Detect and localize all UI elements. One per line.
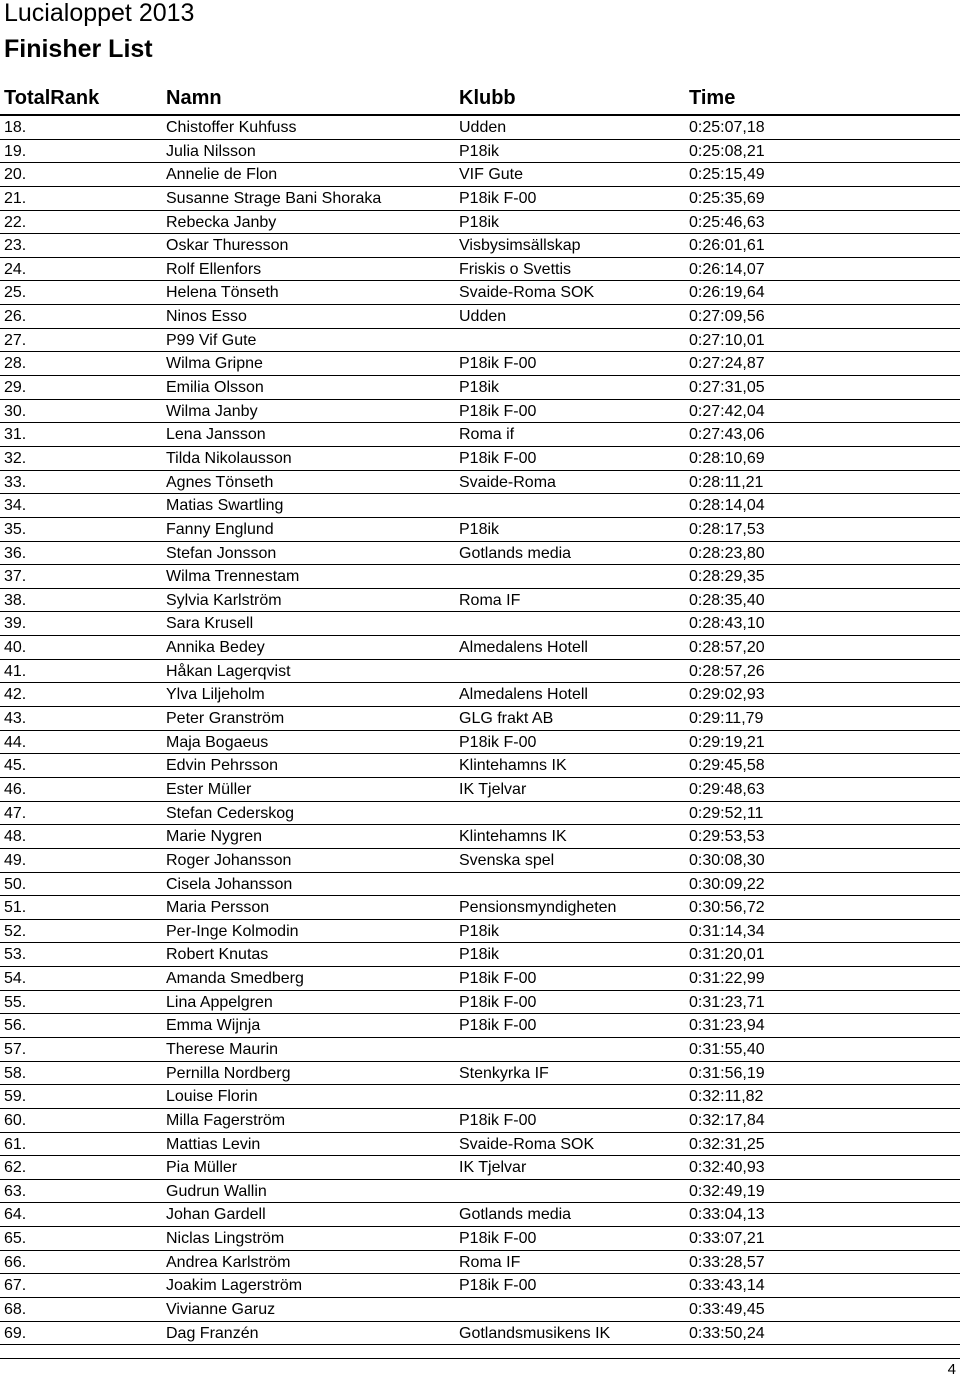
table-row [0,1062,960,1086]
cell-name: Wilma Trennestam [166,568,300,586]
cell-rank: 55. [4,993,27,1011]
cell-name: Andrea Karlström [166,1253,291,1271]
table-row [0,565,960,589]
table-row [0,707,960,731]
cell-name: Ylva Liljeholm [166,686,265,704]
cell-rank: 24. [4,260,27,278]
cell-time: 0:33:43,14 [689,1277,765,1295]
cell-rank: 56. [4,1017,27,1035]
cell-club: P18ik F-00 [459,449,537,467]
table-row [0,873,960,897]
table-row [0,1014,960,1038]
cell-rank: 50. [4,875,27,893]
table-row [0,1133,960,1157]
cell-rank: 33. [4,473,27,491]
table-row [0,731,960,755]
cell-time: 0:31:55,40 [689,1040,765,1058]
cell-rank: 47. [4,804,27,822]
cell-name: Per-Inge Kolmodin [166,922,299,940]
cell-name: Fanny Englund [166,520,274,538]
cell-name: Susanne Strage Bani Shoraka [166,189,382,207]
header-name: Namn [166,87,222,109]
cell-club: P18ik F-00 [459,733,537,751]
cell-name: Amanda Smedberg [166,970,304,988]
cell-club: P18ik F-00 [459,993,537,1011]
cell-time: 0:25:15,49 [689,166,765,184]
cell-time: 0:30:09,22 [689,875,765,893]
cell-time: 0:32:11,82 [689,1088,764,1106]
table-row [0,352,960,376]
table-row [0,778,960,802]
cell-rank: 65. [4,1230,27,1248]
cell-rank: 28. [4,355,27,373]
cell-name: Gudrun Wallin [166,1182,267,1200]
table-row [0,1038,960,1062]
cell-rank: 43. [4,710,27,728]
cell-club: P18ik F-00 [459,1277,537,1295]
cell-club: Udden [459,119,507,136]
cell-time: 0:33:49,45 [689,1301,765,1319]
cell-club: IK Tjelvar [459,1159,527,1177]
table-row [0,116,960,140]
cell-time: 0:33:50,24 [689,1324,765,1342]
cell-club: Stenkyrka IF [459,1064,549,1082]
cell-name: Sara Krusell [166,615,254,633]
table-row [0,967,960,991]
cell-rank: 31. [4,426,27,444]
footer-divider [0,1358,960,1359]
table-row [0,920,960,944]
cell-name: Sylvia Karlström [166,591,282,609]
cell-time: 0:31:22,99 [689,970,765,988]
cell-name: Chistoffer Kuhfuss [166,119,297,136]
cell-rank: 58. [4,1064,27,1082]
cell-name: Lina Appelgren [166,993,273,1011]
cell-rank: 51. [4,899,27,917]
cell-rank: 60. [4,1111,27,1129]
cell-rank: 49. [4,851,27,869]
table-row [0,258,960,282]
cell-rank: 20. [4,166,27,184]
table-row [0,1251,960,1275]
cell-time: 0:30:08,30 [689,851,765,869]
cell-club: P18ik [459,213,500,231]
cell-name: Agnes Tönseth [166,473,274,491]
cell-name: Annika Bedey [166,639,265,657]
cell-rank: 19. [4,142,27,160]
cell-time: 0:30:56,72 [689,899,765,917]
cell-club: Svaide-Roma SOK [459,284,595,302]
table-row [0,1203,960,1227]
table-row [0,518,960,542]
cell-rank: 39. [4,615,27,633]
cell-rank: 57. [4,1040,27,1058]
cell-name: Wilma Janby [166,402,258,420]
cell-time: 0:25:07,18 [689,119,765,136]
cell-name: Matias Swartling [166,497,284,515]
table-row [0,896,960,920]
table-row [0,305,960,329]
table-row [0,1109,960,1133]
cell-time: 0:33:07,21 [689,1230,765,1248]
cell-name: Julia Nilsson [166,142,256,160]
header-club: Klubb [459,87,516,109]
cell-name: Stefan Cederskog [166,804,295,822]
table-row [0,1298,960,1322]
table-row [0,211,960,235]
cell-club: P18ik [459,922,500,940]
table-row [0,329,960,353]
table-row [0,825,960,849]
cell-name: Maria Persson [166,899,270,917]
table-row [0,423,960,447]
cell-club: P18ik F-00 [459,1111,537,1129]
cell-time: 0:28:35,40 [689,591,765,609]
cell-rank: 34. [4,497,27,515]
cell-rank: 64. [4,1206,27,1224]
cell-club: P18ik [459,142,500,160]
cell-name: Edvin Pehrsson [166,757,279,775]
table-row [0,683,960,707]
cell-rank: 41. [4,662,27,680]
cell-time: 0:27:24,87 [689,355,765,373]
cell-club: P18ik F-00 [459,970,537,988]
table-row [0,802,960,826]
cell-rank: 36. [4,544,27,562]
table-row [0,494,960,518]
cell-name: Emilia Olsson [166,379,264,397]
cell-name: Tilda Nikolausson [166,449,292,467]
cell-rank: 21. [4,189,27,207]
cell-rank: 25. [4,284,27,302]
header-time: Time [689,87,736,109]
cell-time: 0:29:19,21 [689,733,765,751]
cell-name: Håkan Lagerqvist [166,662,291,680]
cell-club: Almedalens Hotell [459,639,588,657]
cell-time: 0:32:31,25 [689,1135,765,1153]
cell-club: Gotlandsmusikens IK [459,1324,611,1342]
cell-rank: 54. [4,970,27,988]
cell-time: 0:25:46,63 [689,213,765,231]
cell-name: Oskar Thuresson [166,237,289,255]
cell-time: 0:31:20,01 [689,946,765,964]
cell-name: Helena Tönseth [166,284,279,302]
cell-time: 0:28:11,21 [689,473,764,491]
cell-time: 0:31:14,34 [689,922,765,940]
cell-name: Pia Müller [166,1159,238,1177]
table-row [0,849,960,873]
cell-name: Dag Franzén [166,1324,259,1342]
cell-rank: 67. [4,1277,27,1295]
cell-name: Stefan Jonsson [166,544,277,562]
cell-time: 0:33:04,13 [689,1206,765,1224]
cell-time: 0:27:42,04 [689,402,765,420]
page-number: 4 [947,1361,956,1378]
cell-name: Therese Maurin [166,1040,279,1058]
cell-club: Pensionsmyndigheten [459,899,617,917]
table-row [0,542,960,566]
cell-rank: 44. [4,733,27,751]
cell-rank: 62. [4,1159,27,1177]
cell-name: Ninos Esso [166,308,247,326]
cell-time: 0:29:53,53 [689,828,765,846]
cell-name: Pernilla Nordberg [166,1064,291,1082]
cell-club: P18ik [459,520,500,538]
cell-time: 0:28:10,69 [689,449,765,467]
table-row [0,400,960,424]
cell-time: 0:32:49,19 [689,1182,765,1200]
cell-time: 0:28:29,35 [689,568,765,586]
cell-name: Lena Jansson [166,426,266,444]
table-row [0,589,960,613]
cell-rank: 35. [4,520,27,538]
cell-rank: 30. [4,402,27,420]
cell-name: Mattias Levin [166,1135,261,1153]
cell-club: VIF Gute [459,166,524,184]
cell-rank: 48. [4,828,27,846]
table-row [0,991,960,1015]
cell-rank: 42. [4,686,27,704]
cell-rank: 59. [4,1088,27,1106]
cell-name: Peter Granström [166,710,285,728]
cell-time: 0:31:56,19 [689,1064,765,1082]
table-row [0,612,960,636]
cell-rank: 22. [4,213,27,231]
cell-club: P18ik F-00 [459,1230,537,1248]
cell-club: Almedalens Hotell [459,686,588,704]
cell-time: 0:25:35,69 [689,189,765,207]
table-row [0,1227,960,1251]
cell-time: 0:29:11,79 [689,710,764,728]
cell-rank: 27. [4,331,27,349]
cell-club: P18ik [459,379,500,397]
cell-rank: 66. [4,1253,27,1271]
cell-name: Emma Wijnja [166,1017,261,1035]
table-row [0,1156,960,1180]
cell-rank: 53. [4,946,27,964]
cell-club: Klintehamns IK [459,828,567,846]
cell-club: Roma IF [459,591,521,609]
cell-name: Annelie de Flon [166,166,278,184]
table-row [0,234,960,258]
cell-name: Joakim Lagerström [166,1277,303,1295]
cell-rank: 52. [4,922,27,940]
cell-time: 0:26:01,61 [689,237,765,255]
cell-rank: 23. [4,237,27,255]
cell-name: P99 Vif Gute [166,331,257,349]
cell-time: 0:27:09,56 [689,308,765,326]
table-row [0,1322,960,1346]
cell-rank: 61. [4,1135,27,1153]
cell-rank: 69. [4,1324,27,1342]
page-subtitle: Finisher List [4,35,153,63]
cell-club: Svaide-Roma [459,473,556,491]
cell-club: P18ik [459,946,500,964]
cell-rank: 18. [4,119,27,136]
cell-rank: 45. [4,757,27,775]
cell-name: Louise Florin [166,1088,258,1106]
cell-time: 0:29:52,11 [689,804,764,822]
table-row [0,1274,960,1298]
cell-rank: 63. [4,1182,27,1200]
cell-time: 0:28:17,53 [689,520,765,538]
table-row [0,660,960,684]
cell-club: Svaide-Roma SOK [459,1135,595,1153]
cell-name: Roger Johansson [166,851,292,869]
cell-time: 0:29:48,63 [689,780,765,798]
cell-time: 0:26:19,64 [689,284,765,302]
header-rank: TotalRank [4,87,100,109]
cell-time: 0:27:43,06 [689,426,765,444]
cell-time: 0:28:57,26 [689,662,765,680]
cell-name: Rebecka Janby [166,213,277,231]
results-table [0,116,960,1345]
cell-time: 0:29:45,58 [689,757,765,775]
table-row [0,376,960,400]
table-row [0,754,960,778]
cell-time: 0:25:08,21 [689,142,765,160]
table-row [0,1180,960,1204]
cell-time: 0:32:40,93 [689,1159,765,1177]
cell-name: Milla Fagerström [166,1111,286,1129]
cell-rank: 26. [4,308,27,326]
cell-club: Visbysimsällskap [459,237,581,255]
cell-club: Gotlands media [459,1206,572,1224]
cell-name: Niclas Lingström [166,1230,285,1248]
cell-club: P18ik F-00 [459,189,537,207]
cell-rank: 29. [4,379,27,397]
table-row [0,471,960,495]
cell-club: Roma IF [459,1253,521,1271]
table-row [0,281,960,305]
cell-rank: 40. [4,639,27,657]
page-title: Lucialoppet 2013 [4,0,195,27]
cell-time: 0:28:14,04 [689,497,765,515]
cell-name: Marie Nygren [166,828,263,846]
cell-name: Rolf Ellenfors [166,260,262,278]
cell-rank: 37. [4,568,27,586]
cell-name: Ester Müller [166,780,252,798]
cell-name: Robert Knutas [166,946,269,964]
cell-time: 0:32:17,84 [689,1111,765,1129]
cell-club: GLG frakt AB [459,710,554,728]
cell-club: Friskis o Svettis [459,260,572,278]
cell-time: 0:28:23,80 [689,544,765,562]
cell-time: 0:26:14,07 [689,260,765,278]
cell-club: Udden [459,308,507,326]
table-row [0,636,960,660]
cell-name: Wilma Gripne [166,355,263,373]
cell-time: 0:28:43,10 [689,615,765,633]
cell-time: 0:31:23,94 [689,1017,765,1035]
table-row [0,163,960,187]
cell-time: 0:28:57,20 [689,639,765,657]
cell-rank: 38. [4,591,27,609]
cell-club: P18ik F-00 [459,402,537,420]
cell-time: 0:29:02,93 [689,686,765,704]
cell-name: Vivianne Garuz [166,1301,276,1319]
cell-rank: 68. [4,1301,27,1319]
cell-club: Roma if [459,426,515,444]
cell-time: 0:31:23,71 [689,993,765,1011]
table-header [0,84,960,116]
cell-name: Maja Bogaeus [166,733,269,751]
cell-rank: 46. [4,780,27,798]
cell-club: IK Tjelvar [459,780,527,798]
cell-name: Cisela Johansson [166,875,293,893]
cell-club: Gotlands media [459,544,572,562]
cell-club: Svenska spel [459,851,555,869]
table-row [0,943,960,967]
cell-club: P18ik F-00 [459,355,537,373]
cell-time: 0:33:28,57 [689,1253,765,1271]
table-row [0,140,960,164]
cell-time: 0:27:10,01 [689,331,765,349]
cell-time: 0:27:31,05 [689,379,765,397]
cell-rank: 32. [4,449,27,467]
table-row [0,187,960,211]
cell-club: Klintehamns IK [459,757,567,775]
cell-club: P18ik F-00 [459,1017,537,1035]
table-row [0,447,960,471]
table-row [0,1085,960,1109]
cell-name: Johan Gardell [166,1206,266,1224]
